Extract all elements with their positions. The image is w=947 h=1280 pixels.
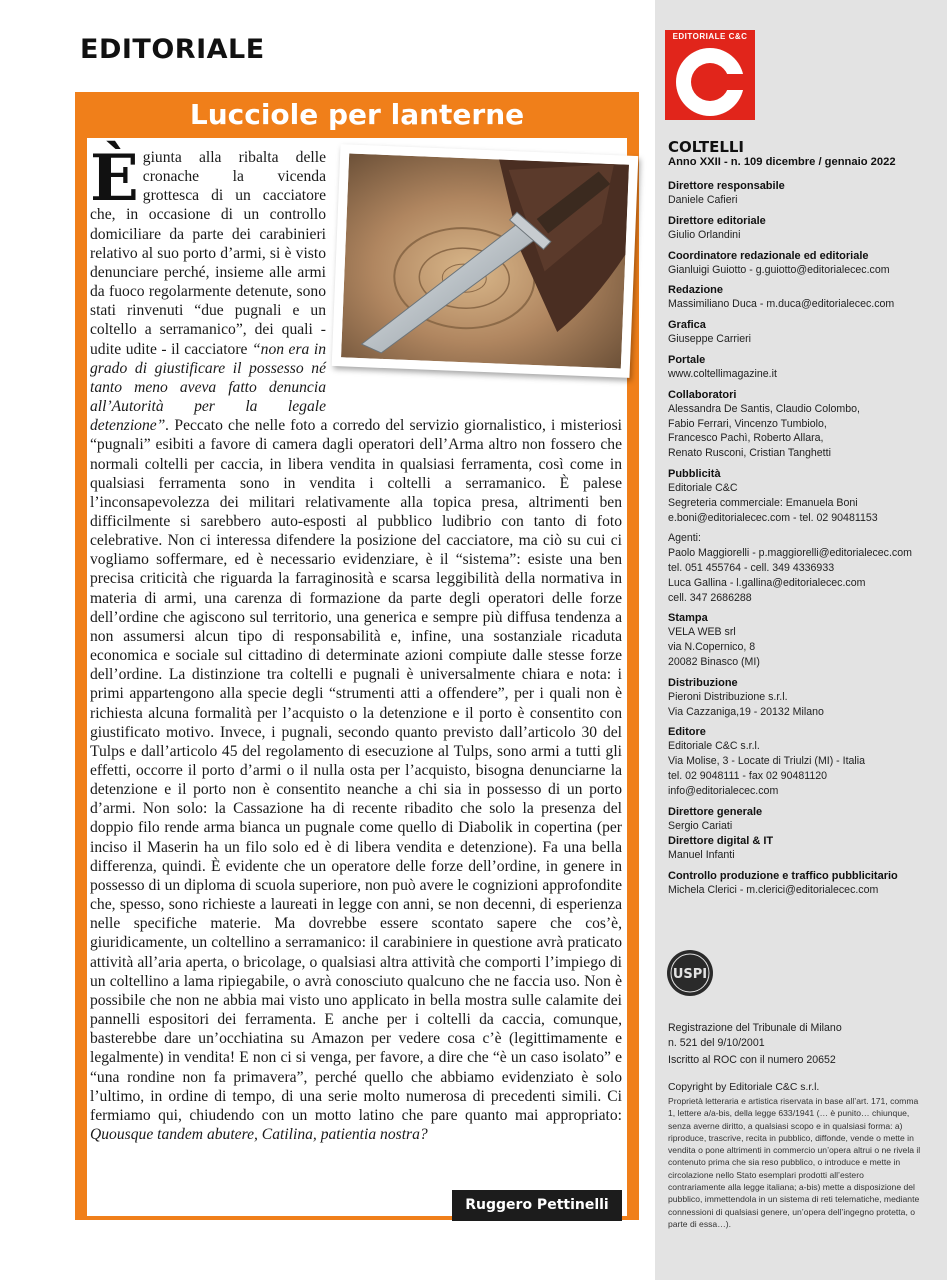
credit-role: Direttore editoriale [668, 214, 766, 227]
credit-entry [668, 531, 940, 605]
copyright-body: Proprietà letteraria e artistica riservata in base all’art. 171, comma 1, lettere a/a-bis, della legge 633/1941 (… è punito… chiunque, senza averne diritto, a qualsiasi scopo e in qualsiasi forma: a) riproduce, trascrive, recita in pubblico, diffonde, vende o mette in vendita o pone altrimenti in commercio un’opera altrui o ne rivela il contenuto prima che sia reso pubblico, o introduce e mette in circolazione nello Stato esemplari prodotti all’estero contrariamente alla legge italiana; a-bis) mette a disposizione del pubblico, immettendola in un sistema di reti telematiche, mediante connessioni di qualsiasi genere, un’opera dell’ingegno protetta, o parte di essa…). [668, 1096, 921, 1229]
credit-entry [668, 834, 940, 863]
credit-entry [668, 725, 940, 798]
credit-entry [668, 869, 940, 898]
credit-line: Pieroni Distribuzione s.r.l. [668, 690, 788, 703]
logo-label: EDITORIALE C&C [672, 32, 748, 41]
credit-entry [668, 318, 940, 347]
credit-entry [668, 467, 940, 525]
credit-role: Pubblicità [668, 467, 721, 480]
credit-line: 20082 Binasco (MI) [668, 655, 760, 668]
registration-line: n. 521 del 9/10/2001 [668, 1036, 765, 1049]
credit-role: Direttore responsabile [668, 180, 785, 192]
credit-line: Paolo Maggiorelli - p.maggiorelli@editorialecec.com [668, 547, 912, 560]
credit-line: Francesco Pachì, Roberto Allara, [668, 432, 824, 445]
credit-line: Luca Gallina - l.gallina@editorialecec.com [668, 576, 866, 589]
roc-registration: Iscritto al ROC con il numero 20652 [668, 1054, 836, 1066]
credit-role: Coordinatore redazionale ed editoriale [668, 249, 869, 262]
magazine-name: COLTELLI [668, 138, 745, 156]
author-tag: Ruggero Pettinelli [452, 1190, 622, 1221]
credit-line: Manuel Infanti [668, 849, 735, 862]
credit-line: Alessandra De Santis, Claudio Colombo, [668, 402, 860, 415]
credit-role: Editore [668, 726, 706, 739]
credit-line: Daniele Cafieri [668, 194, 738, 206]
credit-entry [668, 805, 940, 834]
credit-line: www.coltellimagazine.it [668, 367, 777, 380]
credit-line: tel. 051 455764 - cell. 349 4336933 [668, 561, 835, 574]
credit-role: Stampa [668, 612, 708, 625]
credit-line: Sergio Cariati [668, 819, 733, 832]
credit-entry [668, 353, 940, 382]
credit-line: Agenti: [668, 532, 701, 545]
credit-entry [668, 179, 940, 208]
article-title: Lucciole per lanterne [189, 98, 525, 131]
credit-line: Via Molise, 3 - Locate di Triulzi (MI) - Italia [668, 755, 866, 768]
credit-role: Collaboratori [668, 388, 737, 401]
knife-photo [332, 144, 639, 378]
credit-line: Gianluigi Guiotto - g.guiotto@editorialecec.com [668, 263, 890, 276]
credit-line: Fabio Ferrari, Vincenzo Tumbiolo, [668, 417, 827, 430]
credit-line: via N.Copernico, 8 [668, 641, 756, 654]
uspi-label: USPI [672, 967, 708, 982]
c-logo-icon [665, 30, 755, 120]
credit-line: Segreteria commerciale: Emanuela Boni [668, 496, 858, 509]
credit-line: Renato Rusconi, Cristian Tanghetti [668, 447, 831, 460]
credit-line: Editoriale C&C s.r.l. [668, 740, 760, 753]
uspi-logo-icon [665, 948, 715, 998]
credit-entry [668, 214, 940, 243]
copyright-title: Copyright by Editoriale C&C s.r.l. [668, 1082, 820, 1093]
credit-role: Controllo produzione e traffico pubblicitario [668, 870, 898, 883]
credit-line: Massimiliano Duca - m.duca@editorialecec.com [668, 298, 895, 311]
credit-role: Distribuzione [668, 676, 738, 689]
credit-line: Editoriale C&C [668, 481, 738, 494]
article-closing-quote: Quousque tandem abutere, Catilina, patientia nostra? [90, 1125, 428, 1143]
drop-cap: È [90, 141, 139, 216]
credit-role: Portale [668, 353, 706, 366]
credit-line: Michela Clerici - m.clerici@editorialecec.com [668, 884, 879, 897]
article-quote: “non era in grado di giustificare il possesso né tanto meno aveva fatto denuncia all’Autorità per la legale detenzione”. [90, 340, 326, 435]
registration [668, 1021, 938, 1050]
credit-line: Via Cazzaniga,19 - 20132 Milano [668, 705, 824, 718]
section-title: EDITORIALE [80, 34, 265, 65]
credit-line: tel. 02 9048111 - fax 02 90481120 [668, 769, 828, 782]
credit-entry [668, 388, 940, 461]
issue-info: Anno XXII - n. 109 dicembre / gennaio 2022 [668, 156, 896, 168]
article-body: Peccato che nelle foto a corredo del servizio giornalistico, i misteriosi “pugnali” esibiti a favore di camera dagli operatori dell’Arma altro non fossero che normali coltelli per caccia, in libera vendita in qualsiasi ferramenta, così come in qualsiasi ferramenta sono in vendita i coltelli a serramanico. È palese l’inconsapevolezza dei militari relativamente alla topica presa, altrimenti ben difficilmente si sarebbero auto-esposti al pubblico ludibrio con tanto di foto celebrative. Non ci interessa difendere la posizione del cacciatore, ma ciò su cui ci vogliamo soffermare, ed è necessario evidenziare, è il “sistema”: esiste una ben precisa criticità che riguarda la farraginosità e scarsa leggibilità della normativa in materia di armi, una carenza di formazione da parte degli operatori delle forze dell’ordine che agiscono sul territorio, una generica e sempre più diffusa tendenza a non assumersi alcun tipo di responsabilità e, infine, una sostanziale ricaduta economica e sociale sul cittadino di determinate azioni compiute dalle stesse forze dell’ordine. La distinzione tra coltelli e pugnali è universalmente chiara e nota: i primi appartengono alla specie degli “strumenti atti a offendere”, per i quali non è richiesta alcuna formalità per l’acquisto o la detenzione e il porto è consentito con giustificato motivo. Invece, i pugnali, secondo quanto previsto dall’articolo 30 del Tulps e dall’articolo 45 del regolamento di esecuzione al Tulps, sono armi a tutti gli effetti, occorre il porto d’armi o il nulla osta per l’acquisto, bisogna denunciarne la detenzione e il porto non è consentito neanche a chi sia in possesso di un porto d’armi. Non solo: la Cassazione ha di recente ribadito che solo la presenza del doppio filo rende arma bianca un pugnale come quello di Diabolik in copertina (per inciso il Maserin ha un filo solo ed è di libera vendita e detenzione). Fa una bella differenza, quindi. È evidente che un operatore delle forze dell’ordine, in genere in possesso di un diploma di scuola superiore, non può avere le cognizioni approfondite che, spesso, sono richieste a laureati in legge con anni, se non decenni, di esperienza nelle specifiche materie. Ma dovrebbe essere scontato sapere che cos’è, giuridicamente, un coltellino a serramanico: il carabiniere in questione avrà praticato attività all’aria aperta, o bricolage, o qualsiasi altra attività che comporti l’impiego di un coltellino a lama ripiegabile, o avrà conosciuto qualcuno che ne faccia uso. Non è possibile che non ne abbia mai visto uno applicato in bella mostra sulle calamite dei pannelli espositori dei ferramenta. E anche per i coltelli da caccia, comunque, basterebbe dare un’occhiatina su Amazon per vedere cosa c’è (legittimamente e legalmente) in vendita! E non ci si venga, per favore, a dire che “è un caso isolato” e “una rondine non fa primavera”, perché quello che abbiamo evidenziato è solo l’ultimo, in ordine di tempo, di una serie molto numerosa di precedenti simili. Ci fermiamo qui, chiudendo con un motto latino che pare quanto mai appropriato: [90, 417, 622, 1124]
credit-role: Direttore generale [668, 805, 763, 818]
credit-entry [668, 611, 940, 669]
knife-illustration [341, 153, 629, 368]
credit-line: Giuseppe Carrieri [668, 333, 752, 346]
credit-entry [668, 249, 940, 278]
credit-line: Giulio Orlandini [668, 228, 741, 241]
article-lead: giunta alla ribalta delle cronache la vicenda grottesca di un cacciatore che, in occasione di un controllo domiciliare da parte dei carabinieri relativo al suo porto d’armi, si è visto denunciare perché, insieme alle armi da fuoco regolarmente detenute, sono stati rinvenuti “due pugnali e un coltello a serramanico”, dei quali - udite udite - il cacciatore [90, 149, 326, 358]
publisher-logo [665, 30, 755, 120]
credit-role: Redazione [668, 284, 724, 297]
credits-list [668, 179, 940, 904]
credit-role: Grafica [668, 319, 706, 332]
credit-role: Direttore digital & IT [668, 835, 774, 848]
registration-line: Registrazione del Tribunale di Milano [668, 1022, 842, 1034]
credit-entry [668, 283, 940, 312]
credit-line: VELA WEB srl [668, 626, 736, 639]
credit-line: info@editorialecec.com [668, 784, 779, 797]
credit-line: e.boni@editorialecec.com - tel. 02 90481153 [668, 511, 878, 524]
credit-entry [668, 676, 940, 720]
credit-line: cell. 347 2686288 [668, 591, 752, 604]
